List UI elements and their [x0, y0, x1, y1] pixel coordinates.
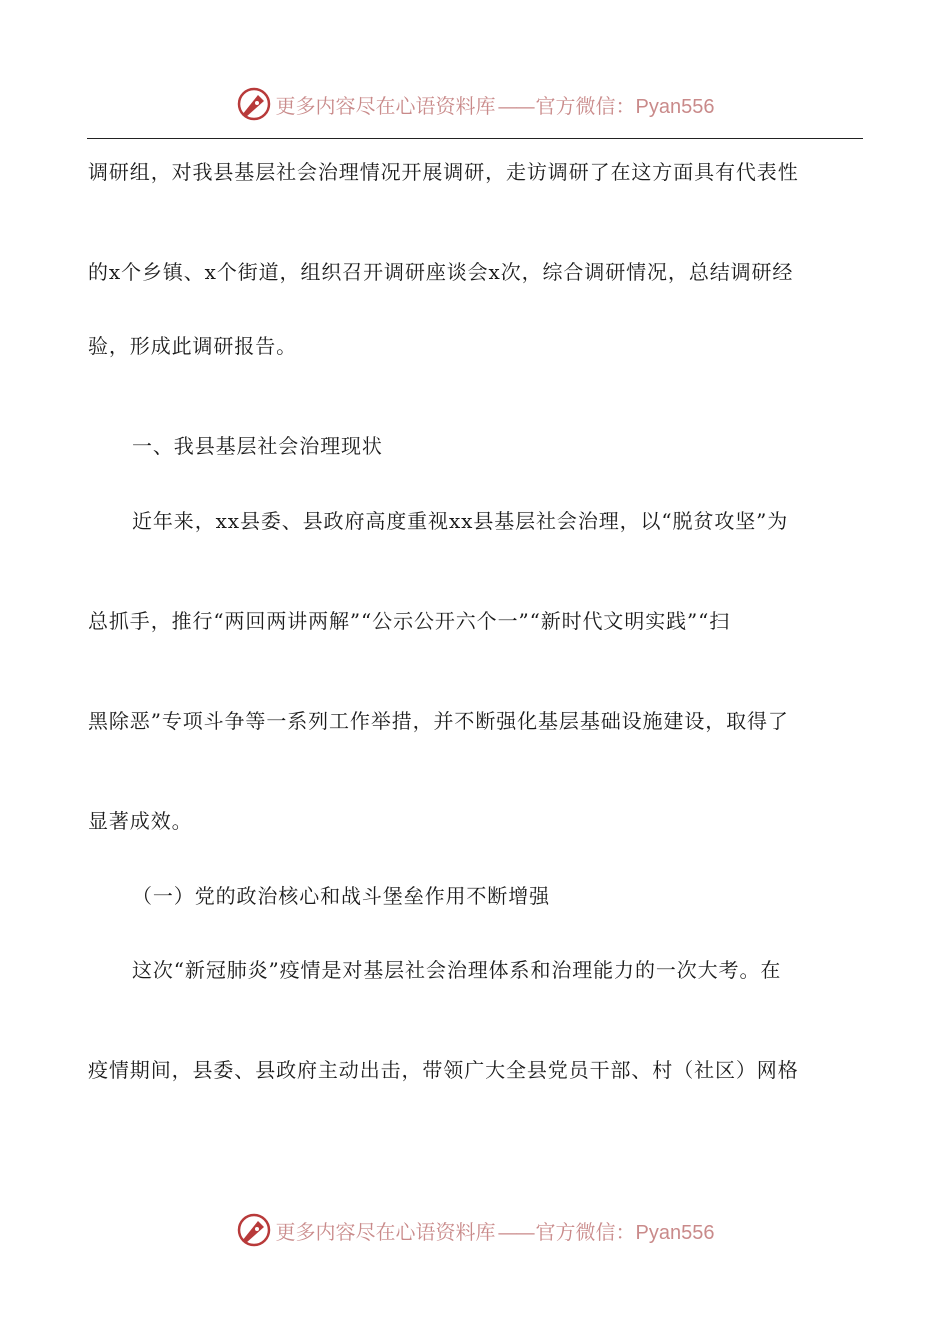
paragraph-line: 近年来，xx县委、县政府高度重视xx县基层社会治理，以“脱贫攻坚”为 [132, 509, 789, 533]
footer-banner-title: 更多内容尽在心语资料库 [275, 1219, 496, 1244]
paragraph-line: 总抓手，推行“两回两讲两解”“公示公开六个一”“新时代文明实践”“扫 [88, 609, 731, 633]
pen-nib-logo-icon [236, 86, 272, 122]
header-banner-dash: —— [497, 93, 534, 118]
header-banner-title: 更多内容尽在心语资料库 [275, 93, 496, 118]
footer-banner-text [276, 1216, 715, 1245]
subsection-heading: （一）党的政治核心和战斗堡垒作用不断增强 [132, 884, 550, 908]
paragraph-line: 的x个乡镇、x个街道，组织召开调研座谈会x次，综合调研情况，总结调研经 [88, 260, 794, 284]
paragraph-line: 黑除恶”专项斗争等一系列工作举措，并不断强化基层基础设施建设，取得了 [88, 709, 789, 733]
paragraph-line: 显著成效。 [88, 809, 193, 833]
header-divider [87, 138, 863, 139]
footer-banner-label: 官方微信： [535, 1219, 636, 1244]
paragraph-line: 疫情期间，县委、县政府主动出击，带领广大全县党员干部、村（社区）网格 [88, 1058, 799, 1082]
header-banner-id: Pyan556 [635, 95, 715, 118]
paragraph-line: 这次“新冠肺炎”疫情是对基层社会治理体系和治理能力的一次大考。在 [132, 958, 782, 982]
footer-banner-id: Pyan556 [635, 1221, 715, 1244]
paragraph-line: 调研组，对我县基层社会治理情况开展调研，走访调研了在这方面具有代表性 [88, 160, 799, 184]
footer-banner [0, 1210, 950, 1250]
header-banner-text [276, 90, 715, 119]
pen-nib-logo-icon [236, 1212, 272, 1248]
header-banner [0, 84, 950, 124]
section-heading: 一、我县基层社会治理现状 [132, 434, 383, 458]
footer-banner-dash: —— [497, 1219, 534, 1244]
paragraph-line: 验，形成此调研报告。 [88, 334, 297, 358]
header-banner-label: 官方微信： [535, 93, 636, 118]
